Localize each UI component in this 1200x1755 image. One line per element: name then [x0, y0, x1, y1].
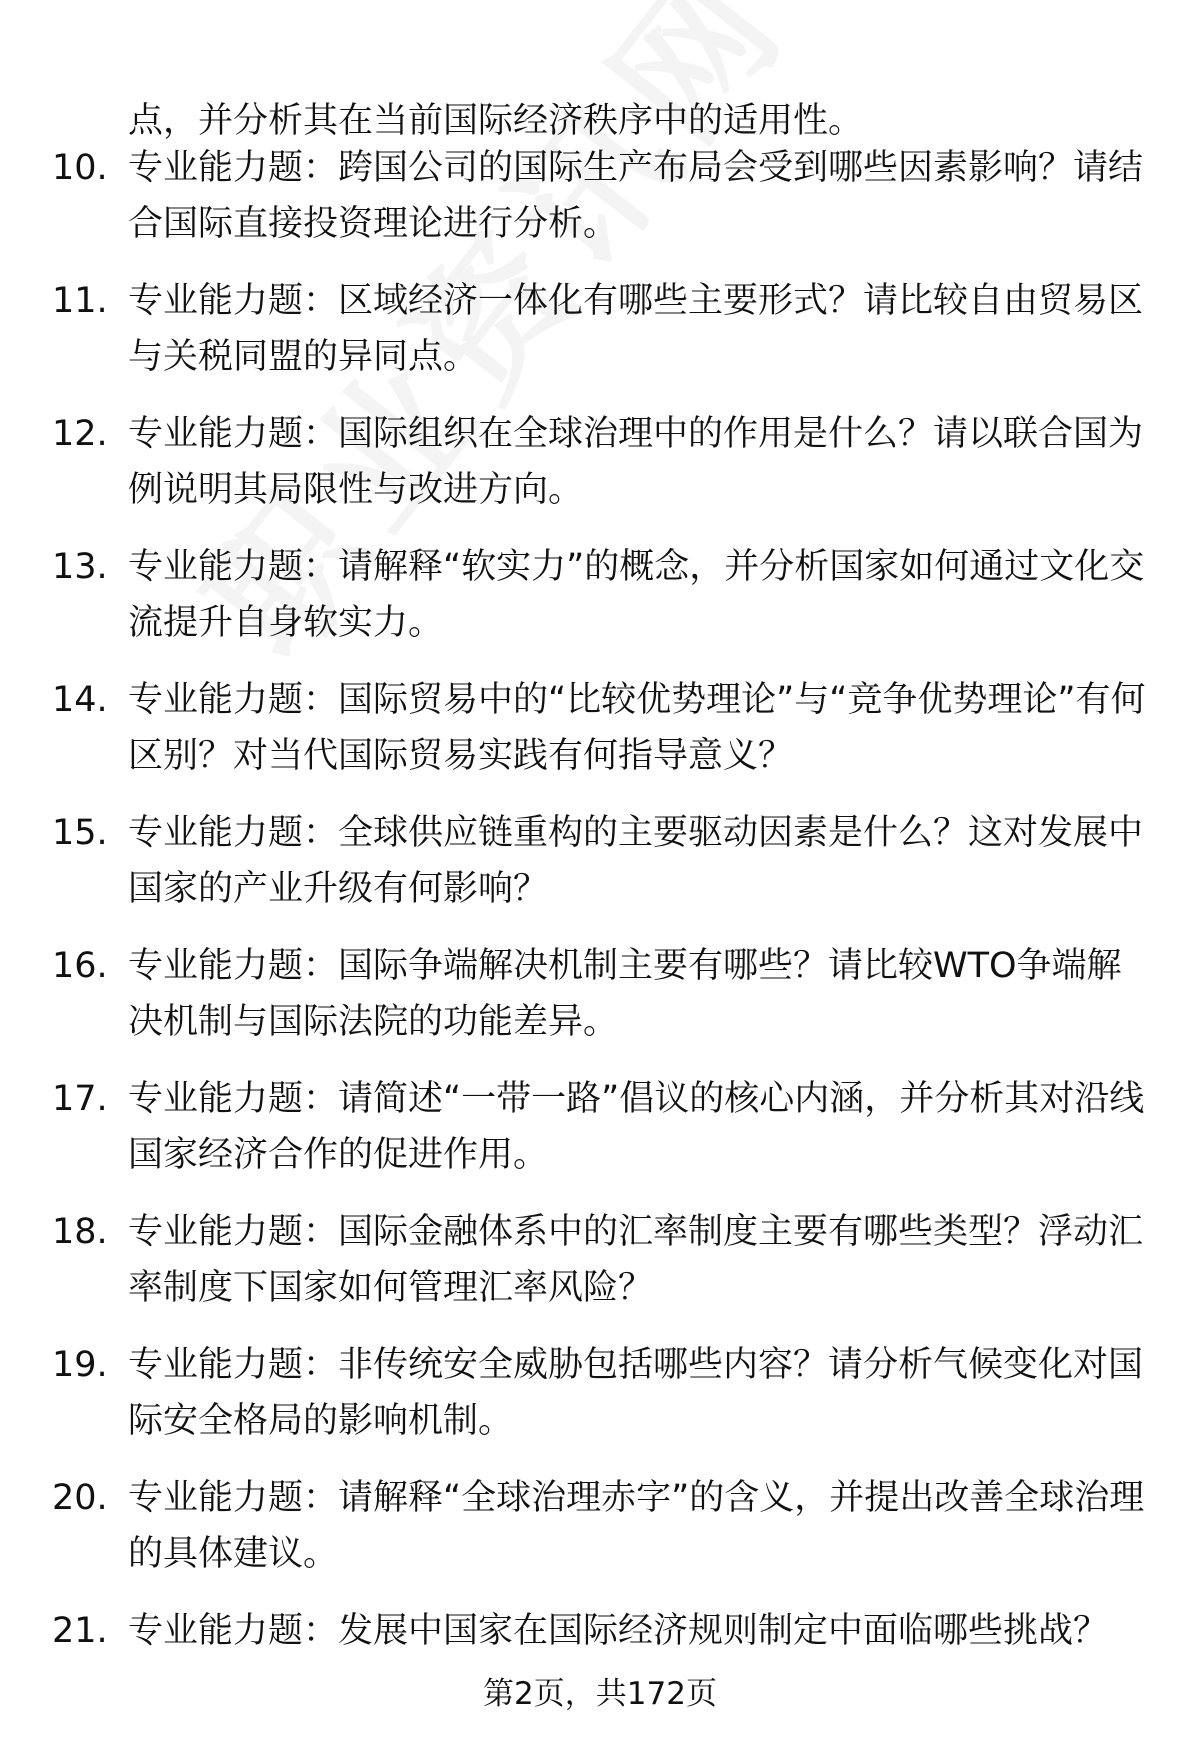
question-text: 专业能力题：区域经济一体化有哪些主要形式？请比较自由贸易区与关税同盟的异同点。: [128, 281, 1144, 377]
question-item: [0, 672, 1200, 805]
question-number: 19.: [52, 1345, 108, 1385]
question-number: 16.: [52, 946, 108, 986]
question-text: 专业能力题：非传统安全威胁包括哪些内容？请分析气候变化对国际安全格局的影响机制。: [128, 1345, 1144, 1441]
question-number: 18.: [52, 1212, 108, 1252]
question-text: 专业能力题：国际组织在全球治理中的作用是什么？请以联合国为例说明其局限性与改进方向。: [128, 414, 1144, 510]
question-number: 20.: [52, 1478, 108, 1518]
question-item: [0, 539, 1200, 672]
question-number: 10.: [52, 148, 108, 188]
question-text: 专业能力题：发展中国家在国际经济规则制定中面临哪些挑战？: [128, 1611, 1109, 1651]
question-item: [0, 805, 1200, 938]
question-number: 21.: [52, 1611, 108, 1651]
question-item: [0, 1204, 1200, 1337]
question-list: [0, 140, 1200, 1736]
question-item: [0, 1470, 1200, 1603]
question-number: 12.: [52, 414, 108, 454]
question-text: 专业能力题：全球供应链重构的主要驱动因素是什么？这对发展中国家的产业升级有何影响？: [128, 813, 1144, 909]
question-number: 13.: [52, 547, 108, 587]
page-footer: 第2页，共172页: [483, 1676, 717, 1712]
question-item: [0, 1071, 1200, 1204]
question-text: 专业能力题：国际争端解决机制主要有哪些？请比较WTO争端解决机制与国际法院的功能差异。: [128, 946, 1122, 1042]
question-text: 专业能力题：请解释“全球治理赤字”的含义，并提出改善全球治理的具体建议。: [128, 1478, 1145, 1574]
question-text: 专业能力题：跨国公司的国际生产布局会受到哪些因素影响？请结合国际直接投资理论进行分析。: [128, 148, 1144, 244]
question-text: 专业能力题：国际金融体系中的汇率制度主要有哪些类型？浮动汇率制度下国家如何管理汇率风险？: [128, 1212, 1144, 1308]
question-item: [0, 140, 1200, 273]
question-item: [0, 273, 1200, 406]
question-number: 11.: [52, 281, 108, 321]
question-number: 17.: [52, 1079, 108, 1119]
question-item: [0, 1337, 1200, 1470]
question-item: [0, 1603, 1200, 1736]
question-text: 专业能力题：国际贸易中的“比较优势理论”与“竞争优势理论”有何区别？对当代国际贸易实践有何指导意义？: [128, 680, 1146, 776]
question-text: 专业能力题：请解释“软实力”的概念，并分析国家如何通过文化交流提升自身软实力。: [128, 547, 1145, 643]
question-item: [0, 406, 1200, 539]
question-item: [0, 938, 1200, 1071]
question-number: 14.: [52, 680, 108, 720]
question-text: 专业能力题：请简述“一带一路”倡议的核心内涵，并分析其对沿线国家经济合作的促进作用。: [128, 1079, 1145, 1175]
continuation-text: 点，并分析其在当前国际经济秩序中的适用性。: [128, 101, 864, 141]
question-number: 15.: [52, 813, 108, 853]
